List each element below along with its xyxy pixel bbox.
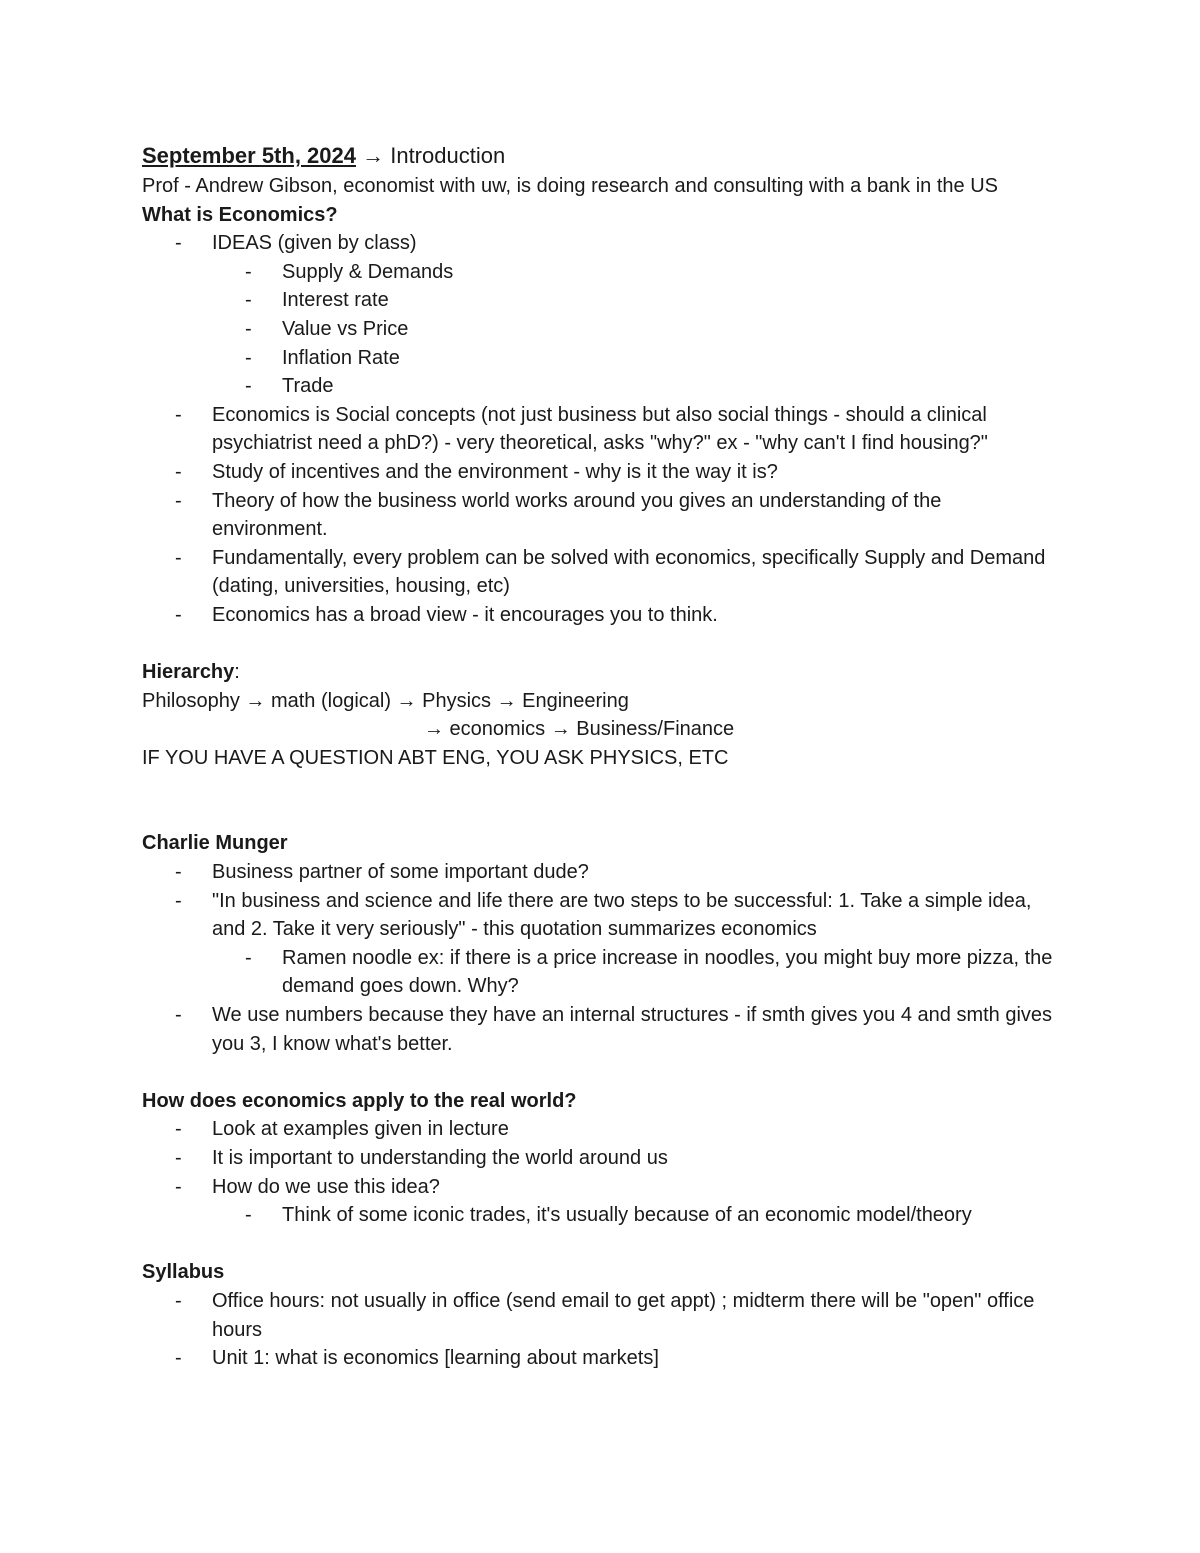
list-item: - How do we use this idea? - Think of some iconic trades, it's usually because of an economic model/theory (142, 1173, 1062, 1230)
list-item: - Interest rate (212, 286, 1062, 315)
spacer (142, 630, 1062, 659)
list-item: - Think of some iconic trades, it's usually because of an economic model/theory (212, 1201, 1062, 1230)
hierarchy-heading: Hierarchy (142, 661, 235, 684)
title-arrow: → (355, 143, 391, 168)
munger-list (142, 858, 1062, 1058)
list-item: - Economics is Social concepts (not just business but also social things - should a clinical psychiatrist need a phD?) - very theoretical, asks "why?" ex - "why can't I find housing?" (142, 401, 1062, 458)
list-item: - Theory of how the business world works around you gives an understanding of the environment. (142, 487, 1062, 544)
list-item: - Economics has a broad view - it encourages you to think. (142, 601, 1062, 630)
real-world-list (142, 1115, 1062, 1229)
syllabus-heading: Syllabus (142, 1261, 225, 1284)
intro-text: Prof - Andrew Gibson, economist with uw, is doing research and consulting with a bank in the US (142, 175, 999, 197)
hierarchy-line-3: IF YOU HAVE A QUESTION ABT ENG, YOU ASK PHYSICS, ETC (142, 746, 729, 769)
real-world-heading: How does economics apply to the real world? (142, 1089, 577, 1112)
list-item: - We use numbers because they have an internal structures - if smth gives you 4 and smth gives you 3, I know what's better. (142, 1001, 1062, 1058)
lecture-topic: Introduction (390, 143, 506, 168)
real-world-sublist (212, 1201, 1062, 1230)
munger-heading: Charlie Munger (142, 832, 288, 855)
list-item: - Study of incentives and the environment - why is it the way it is? (142, 458, 1062, 487)
list-item: - It is important to understanding the world around us (142, 1144, 1062, 1173)
hierarchy-line-1: Philosophy → math (logical) → Physics → Engineering (142, 689, 629, 712)
ideas-sublist (212, 258, 1062, 401)
what-is-heading: What is Economics? (142, 203, 338, 226)
list-item: - Unit 1: what is economics [learning about markets] (142, 1344, 1062, 1373)
list-item: - Inflation Rate (212, 344, 1062, 373)
spacer (142, 772, 1062, 829)
spacer (142, 1230, 1062, 1259)
list-item: - "In business and science and life there are two steps to be successful: 1. Take a simple idea, and 2. Take it very seriously" - this quotation summarizes economics - Ramen noodle ex: if there is a price increase in noodles, you might buy more pizza, the demand goes down. Why? (142, 887, 1062, 1001)
list-item: - Supply & Demands (212, 258, 1062, 287)
list-item: - Business partner of some important dude? (142, 858, 1062, 887)
hierarchy-line-2: → economics → Business/Finance (424, 718, 735, 741)
syllabus-list (142, 1287, 1062, 1373)
list-item: - Fundamentally, every problem can be solved with economics, specifically Supply and Demand (dating, universities, housing, etc) (142, 544, 1062, 601)
lecture-date: September 5th, 2024 (142, 143, 356, 168)
what-is-list (142, 229, 1062, 629)
title-line (142, 140, 1062, 172)
list-item: - Ramen noodle ex: if there is a price increase in noodles, you might buy more pizza, the demand goes down. Why? (212, 944, 1062, 1001)
list-item: - IDEAS (given by class) - Supply & Demands - Interest rate - Value vs Price - Inflation Rate - Trade (142, 229, 1062, 401)
list-item: - Value vs Price (212, 315, 1062, 344)
list-item: - Trade (212, 372, 1062, 401)
spacer (142, 1058, 1062, 1087)
document-page (142, 140, 1062, 1373)
hierarchy-heading-line: Hierarchy: (142, 661, 240, 684)
list-item: - Look at examples given in lecture (142, 1115, 1062, 1144)
list-item: - Office hours: not usually in office (send email to get appt) ; midterm there will be "open" office hours (142, 1287, 1062, 1344)
munger-sublist (212, 944, 1062, 1001)
